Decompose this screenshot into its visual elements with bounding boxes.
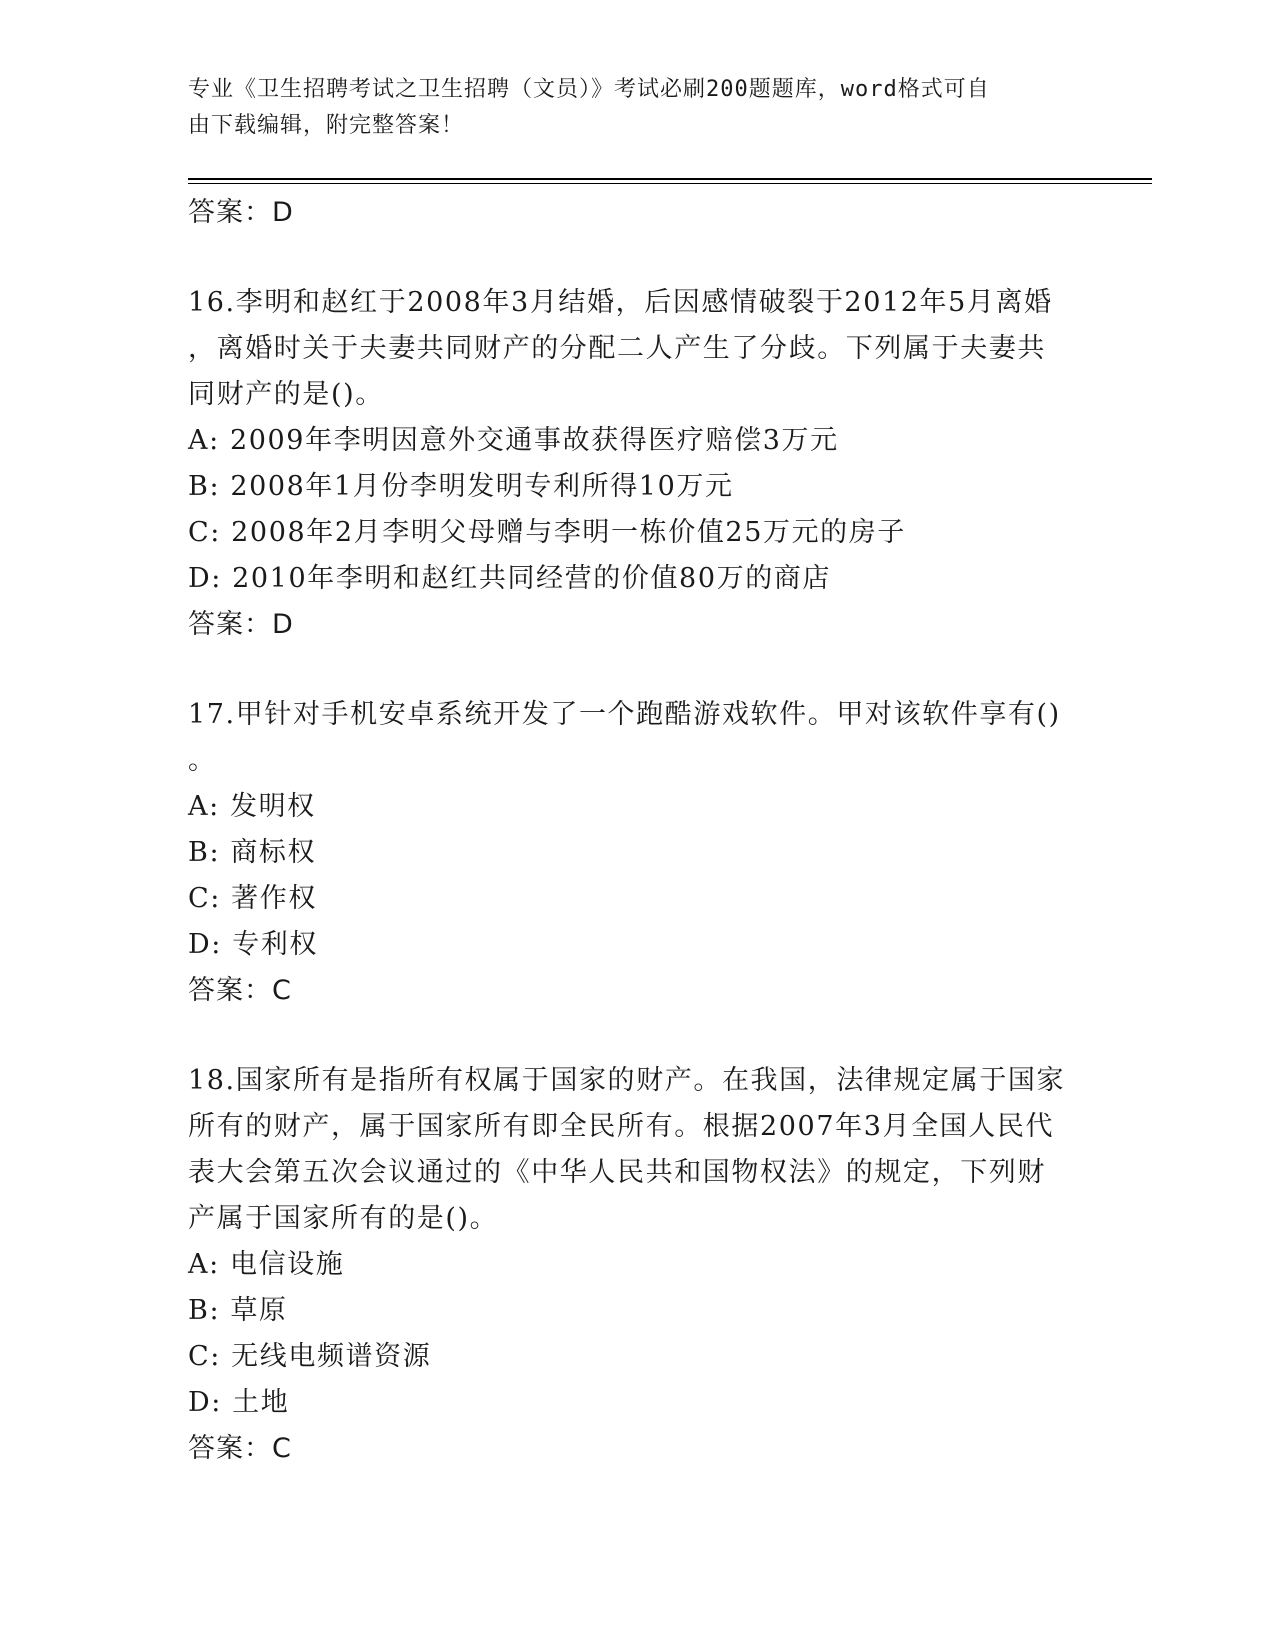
option-d: D: 2010年李明和赵红共同经营的价值80万的商店 bbox=[188, 563, 831, 594]
option-b: B: 商标权 bbox=[188, 837, 317, 868]
answer-line: 答案：D bbox=[188, 609, 294, 640]
question-stem: 18.国家所有是指所有权属于国家的财产。在我国，法律规定属于国家 所有的财产，属于国家所有即全民所有。根据2007年3月全国人民代 表大会第五次会议通过的《中华人民共和国物权法》的规定，下列财 产属于国家所有的是()。 bbox=[188, 1065, 1066, 1234]
option-b: B: 草原 bbox=[188, 1295, 288, 1326]
question-stem: 17.甲针对手机安卓系统开发了一个跑酷游戏软件。甲对该软件享有() 。 bbox=[188, 699, 1061, 776]
answer-line: 答案：C bbox=[188, 1433, 292, 1464]
option-a: A: 发明权 bbox=[188, 791, 316, 822]
option-d: D: 土地 bbox=[188, 1387, 290, 1418]
option-d: D: 专利权 bbox=[188, 929, 318, 960]
header-rule-thin bbox=[188, 183, 1152, 184]
question-18 bbox=[188, 1058, 1088, 1472]
document-header: 专业《卫生招聘考试之卫生招聘（文员）》考试必刷200题题库，word格式可自 由下载编辑，附完整答案！ bbox=[188, 77, 990, 138]
question-16 bbox=[188, 280, 1088, 648]
question-stem: 16.李明和赵红于2008年3月结婚，后因感情破裂于2012年5月离婚 ，离婚时关于夫妻共同财产的分配二人产生了分歧。下列属于夫妻共 同财产的是()。 bbox=[188, 287, 1053, 410]
answer-line: 答案：D bbox=[188, 197, 294, 228]
option-b: B: 2008年1月份李明发明专利所得10万元 bbox=[188, 471, 734, 502]
header-rule-thick bbox=[188, 178, 1152, 180]
option-a: A: 2009年李明因意外交通事故获得医疗赔偿3万元 bbox=[188, 425, 839, 456]
option-a: A: 电信设施 bbox=[188, 1249, 345, 1280]
answer-line: 答案：C bbox=[188, 975, 292, 1006]
option-c: C: 著作权 bbox=[188, 883, 317, 914]
option-c: C: 2008年2月李明父母赠与李明一栋价值25万元的房子 bbox=[188, 517, 906, 548]
document-body bbox=[188, 190, 1088, 1472]
option-c: C: 无线电频谱资源 bbox=[188, 1341, 432, 1372]
question-17 bbox=[188, 692, 1088, 1014]
